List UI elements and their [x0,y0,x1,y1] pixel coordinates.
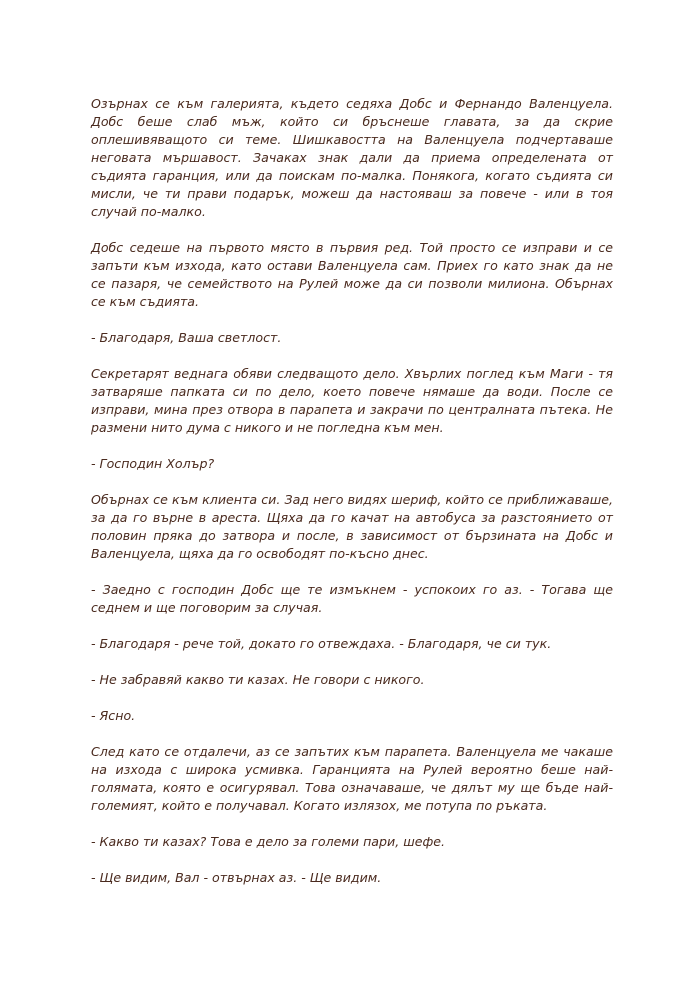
dialogue-line-5: - Ясно. [91,708,136,723]
paragraph-6: След като се отдалечи, аз се запътих към парапета. Валенцуела ме чакаше на изхода с широка усмивка. Гаранцията на Рулей вероятно беше най-голямата, която е осигурявал. Това означаваше, че дялът му ще бъде най-големият, който е получавал. Когато излязох, ме потупа по ръката. [91,744,613,813]
dialogue-line-4: - Не забравяй какво ти казах. Не говори с никого. [91,672,425,687]
dialogue-line-3: - Благодаря - рече той, докато го отвеждаха. - Благодаря, че си тук. [91,636,552,651]
paragraph-5: - Заедно с господин Добс ще те измъкнем - успокоих го аз. - Тогава ще седнем и ще поговорим за случая. [91,582,613,615]
dialogue-line-6: - Какво ти казах? Това е дело за големи пари, шефе. [91,834,446,849]
paragraph-2: Добс седеше на първото място в първия ред. Той просто се изправи и се запъти към изхода, като остави Валенцуела сам. Приех го като знак да не се пазаря, че семейството на Рулей може да си позволи милиона. Обърнах се към съдията. [91,240,613,309]
dialogue-line-2: - Господин Холър? [91,456,215,471]
paragraph-4: Обърнах се към клиента си. Зад него видях шериф, който се приближаваше, за да го върне в ареста. Щяха да го качат на автобуса за разстоянието от половин пряка до затвора и после, в зависимост от бързината на Добс и Валенцуела, щяха да го освободят по-късно днес. [91,492,613,561]
paragraph-1: Озърнах се към галерията, където седяха Добс и Фернандо Валенцуела. Добс беше слаб мъж, който си бръснеше главата, за да скрие оплешивяващото си теме. Шишкавостта на Валенцуела подчертаваше неговата мършавост. Зачаках знак дали да приема определената от съдията гаранция, или да поискам по-малка. Понякога, когато съдията си мисли, че ти прави подарък, можеш да настояваш за повече - или в тоя случай по-малко. [91,96,613,219]
document-page [91,95,613,905]
dialogue-line-1: - Благодаря, Ваша светлост. [91,330,282,345]
paragraph-3: Секретарят веднага обяви следващото дело. Хвърлих поглед към Маги - тя затваряше папката си по дело, което повече нямаше да води. После се изправи, мина през отвора в парапета и закрачи по централната пътека. Не размени нито дума с никого и не погледна към мен. [91,366,613,435]
dialogue-line-7: - Ще видим, Вал - отвърнах аз. - Ще видим. [91,870,382,885]
